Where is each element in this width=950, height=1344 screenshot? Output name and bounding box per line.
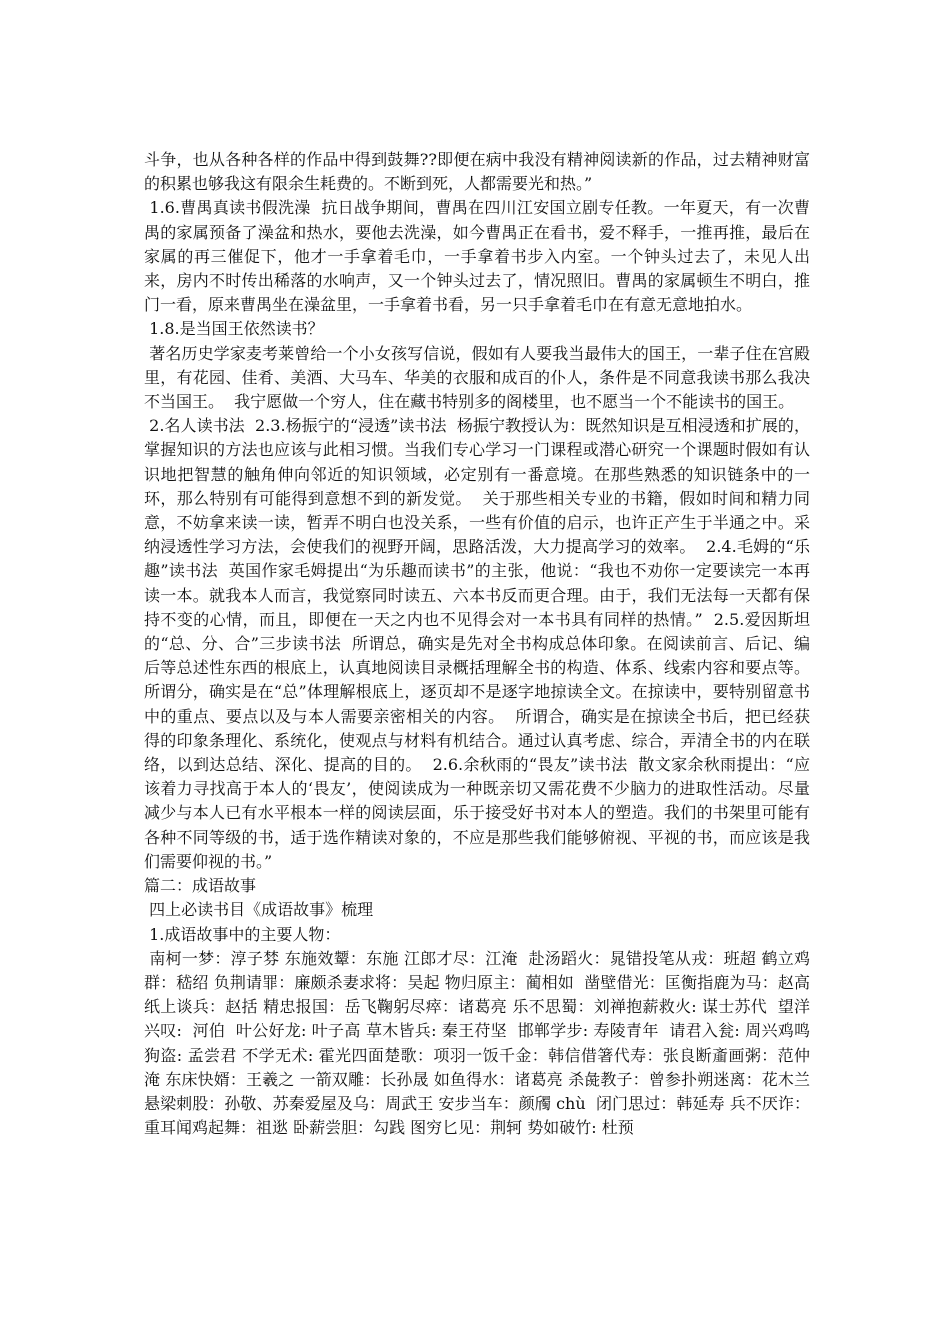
document-page [144,148,821,1140]
section-heading-idiom-stories: 篇二：成语故事 [144,876,257,896]
paragraph-macaulay-story: 著名历史学家麦考莱曾给一个小女孩写信说，假如有人要我当最伟大的国王，一辈子住在宫殿里，有花园、佳肴、美酒、大马车、华美的衣服和成百的仆人，条件是不同意我读书那么我决不当国王。 我宁愿做一个穷人，住在藏书特别多的阁楼里，也不愿当一个不能读书的国王。 [144,343,810,412]
subheading-main-characters: 1.成语故事中的主要人物： [144,924,341,944]
paragraph-king-heading: 1.8.是当国王依然读书？ [144,319,324,339]
paragraph-idiom-character-list: 南柯一梦：淳子棼 东施效颦：东施 江郎才尽：江淹 赴汤蹈火：晁错投笔从戎：班超 鹤立鸡群：嵇绍 负荆请罪：廉颇杀妻求将：吴起 物归原主：蔺相如 凿壁借光：匡衡指鹿为马：赵高 纸上谈兵：赵括 精忠报国：岳飞鞠躬尽瘁：诸葛亮 乐不思蜀：刘禅抱薪救火: 谋士苏代 望洋兴叹: 河伯 叶公好龙: 叶子高 草木皆兵: 秦王苻坚 邯郸学步: 寿陵青年 请君入瓮: 周兴鸡鸣狗盗: 孟尝君 不学无术: 霍光四面楚歌：项羽一饭千金：韩信借箸代寿：张良断齑画粥：范仲淹 东床快婿：王羲之 一箭双雕：长孙晟 如鱼得水：诸葛亮 杀彘教子：曾参扑朔迷离：花木兰 悬梁刺股：孙敬、苏秦爱屋及乌：周武王 安步当车：颜斶 chù 闭门思过：韩延寿 兵不厌诈：重耳闻鸡起舞：祖逖 卧薪尝胆：勾践 图穷匕见：荆轲 势如破竹: 杜预 [144,948,816,1138]
subheading-reading-list: 四上必读书目《成语故事》梳理 [144,900,374,920]
paragraph-lu-xun-quote-end: 斗争，也从各种各样的作品中得到鼓舞??即便在病中我没有精神阅读新的作品，过去精神财富的积累也够我这有限余生耗费的。不断到死，人都需要光和热。” [144,150,810,194]
paragraph-reading-methods: 2.名人读书法 2.3.杨振宁的“浸透”读书法 杨振宁教授认为：既然知识是互相浸透和扩展的，掌握知识的方法也应该与此相习惯。当我们专心学习一门课程或潜心研究一个课题时假如有认识地把智慧的触角伸向邻近的知识领域，必定别有一番意境。在那些熟悉的知识链条中的一环，那么特别有可能得到意想不到的新发觉。 关于那些相关专业的书籍，假如时间和精力同意，不妨拿来读一读，暂弄不明白也没关系，一些有价值的启示，也许正产生于半通之中。采纳浸透性学习方法，会使我们的视野开阔，思路活泼，大力提高学习的效率。 2.4.毛姆的“乐趣”读书法 英国作家毛姆提出“为乐趣而读书”的主张，他说：“我也不劝你一定要读完一本再读一本。就我本人而言，我觉察同时读五、六本书反而更合理。由于，我们无法每一天都有保持不变的心情，而且，即便在一天之内也不见得会对一本书具有同样的热情。” 2.5.爱因斯坦的“总、分、合”三步读书法 所谓总，确实是先对全书构成总体印象。在阅读前言、后记、编后等总述性东西的根底上，认真地阅读目录概括理解全书的构造、体系、线索内容和要点等。 所谓分，确实是在“总”体理解根底上，逐页却不是逐字地掠读全文。在掠读中，要特别留意书中的重点、要点以及与本人需要亲密相关的内容。 所谓合，确实是在掠读全书后，把已经获得的印象条理化、系统化，使观点与材料有机结合。通过认真考虑、综合，弄清全书的内在联络，以到达总结、深化、提高的目的。 2.6.余秋雨的“畏友”读书法 散文家余秋雨提出：“应该着力寻找高于本人的‘畏友’，使阅读成为一种既亲切又需花费不少脑力的进取性活动。尽量减少与本人已有水平根本一样的阅读层面，乐于接受好书对本人的塑造。我们的书架里可能有各种不同等级的书，适于选作精读对象的，不应是那些我们能够俯视、平视的书，而应该是我们需要仰视的书。” [144,416,821,871]
paragraph-cao-yu-story: 1.6.曹禺真读书假洗澡 抗日战争期间，曹禺在四川江安国立剧专任教。一年夏天，有一次曹禺的家属预备了澡盆和热水，要他去洗澡，如今曹禺正在看书，爱不释手，一推再推，最后在家属的再三催促下，他才一手拿着毛巾，一手拿着书步入内室。一个钟头过去了，未见人出来，房内不时传出稀落的水响声，又一个钟头过去了，情况照旧。曹禺的家属顿生不明白，推门一看，原来曹禺坐在澡盆里，一手拿着书看，另一只手拿着毛巾在有意无意地拍水。 [144,198,810,315]
